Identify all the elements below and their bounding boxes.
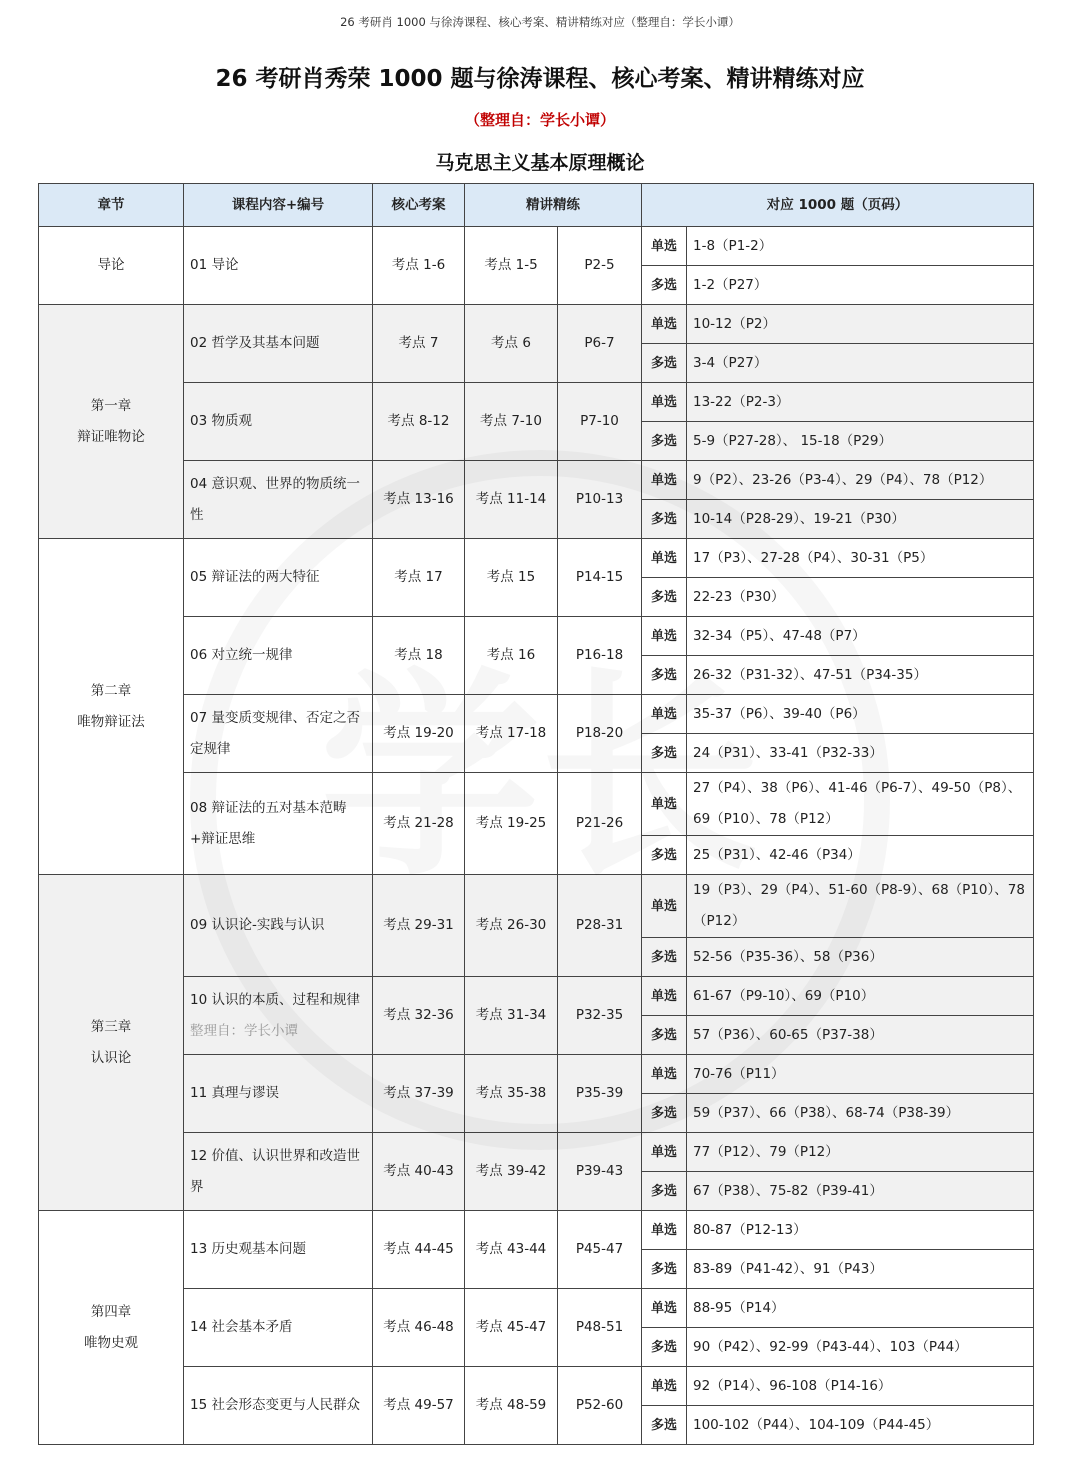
jingjiang-page-cell: P2-5	[558, 227, 642, 305]
course-title: 05 辩证法的两大特征	[190, 569, 320, 585]
table-row	[39, 1211, 1034, 1250]
jingjiang-topic-cell: 考点 26-30	[465, 875, 558, 977]
multi-choice-value: 59（P37）、66（P38）、68-74（P38-39）	[687, 1094, 1034, 1133]
single-choice-label: 单选	[642, 617, 687, 656]
multi-choice-value: 100-102（P44）、104-109（P44-45）	[687, 1406, 1034, 1445]
jingjiang-topic-cell: 考点 11-14	[465, 461, 558, 539]
jingjiang-topic-cell: 考点 7-10	[465, 383, 558, 461]
chapter-cell	[39, 539, 184, 875]
single-choice-value: 92（P14）、96-108（P14-16）	[687, 1367, 1034, 1406]
table-row	[39, 773, 1034, 836]
jingjiang-page-cell: P39-43	[558, 1133, 642, 1211]
course-title: 13 历史观基本问题	[190, 1241, 306, 1257]
course-cell	[184, 1055, 373, 1133]
multi-choice-label: 多选	[642, 836, 687, 875]
multi-choice-value: 52-56（P35-36）、58（P36）	[687, 938, 1034, 977]
table-row	[39, 1367, 1034, 1406]
col-header-kaoan: 核心考案	[373, 184, 465, 227]
jingjiang-topic-cell: 考点 45-47	[465, 1289, 558, 1367]
course-cell	[184, 1211, 373, 1289]
chapter-cell	[39, 305, 184, 539]
course-title: 07 量变质变规律、否定之否定规律	[190, 709, 360, 757]
chapter-name: 第三章	[90, 1018, 132, 1035]
single-choice-value: 17（P3）、27-28（P4）、30-31（P5）	[687, 539, 1034, 578]
kaoan-cell: 考点 17	[373, 539, 465, 617]
single-choice-label: 单选	[642, 539, 687, 578]
jingjiang-topic-cell: 考点 1-5	[465, 227, 558, 305]
course-cell	[184, 875, 373, 977]
single-choice-label: 单选	[642, 305, 687, 344]
chapter-name: 第四章	[90, 1303, 132, 1320]
jingjiang-page-cell: P28-31	[558, 875, 642, 977]
course-note: 整理自：学长小谭	[190, 1022, 298, 1039]
multi-choice-value: 83-89（P41-42）、91（P43）	[687, 1250, 1034, 1289]
multi-choice-label: 多选	[642, 422, 687, 461]
single-choice-value: 1-8（P1-2）	[687, 227, 1034, 266]
kaoan-cell: 考点 46-48	[373, 1289, 465, 1367]
multi-choice-value: 3-4（P27）	[687, 344, 1034, 383]
kaoan-cell: 考点 37-39	[373, 1055, 465, 1133]
chapter-name: 第二章	[90, 682, 132, 699]
course-cell	[184, 1289, 373, 1367]
multi-choice-label: 多选	[642, 1328, 687, 1367]
multi-choice-label: 多选	[642, 938, 687, 977]
single-choice-label: 单选	[642, 1055, 687, 1094]
course-title: 02 哲学及其基本问题	[190, 335, 320, 351]
kaoan-cell: 考点 49-57	[373, 1367, 465, 1445]
table-row	[39, 617, 1034, 656]
table-body	[39, 227, 1034, 1445]
jingjiang-topic-cell: 考点 48-59	[465, 1367, 558, 1445]
kaoan-cell: 考点 13-16	[373, 461, 465, 539]
chapter-subtitle: 辩证唯物论	[77, 428, 145, 445]
table-row	[39, 875, 1034, 938]
chapter-name: 第一章	[90, 397, 132, 414]
course-title: 10 认识的本质、过程和规律	[190, 991, 360, 1008]
multi-choice-label: 多选	[642, 344, 687, 383]
jingjiang-page-cell: P32-35	[558, 977, 642, 1055]
single-choice-value: 61-67（P9-10）、69（P10）	[687, 977, 1034, 1016]
single-choice-value: 88-95（P14）	[687, 1289, 1034, 1328]
jingjiang-topic-cell: 考点 16	[465, 617, 558, 695]
course-cell	[184, 383, 373, 461]
course-title: 06 对立统一规律	[190, 647, 293, 663]
table-row	[39, 539, 1034, 578]
single-choice-label: 单选	[642, 977, 687, 1016]
single-choice-value: 19（P3）、29（P4）、51-60（P8-9）、68（P10）、78（P12）	[687, 875, 1034, 938]
course-title: 04 意识观、世界的物质统一性	[190, 475, 360, 523]
course-cell	[184, 461, 373, 539]
page-title: 26 考研肖秀荣 1000 题与徐涛课程、核心考案、精讲精练对应	[215, 66, 865, 92]
kaoan-cell: 考点 40-43	[373, 1133, 465, 1211]
course-title: 01 导论	[190, 257, 239, 273]
kaoan-cell: 考点 1-6	[373, 227, 465, 305]
jingjiang-page-cell: P7-10	[558, 383, 642, 461]
jingjiang-page-cell: P14-15	[558, 539, 642, 617]
chapter-cell	[39, 227, 184, 305]
single-choice-value: 77（P12）、79（P12）	[687, 1133, 1034, 1172]
col-header-jingjiang: 精讲精练	[465, 184, 642, 227]
course-cell	[184, 227, 373, 305]
jingjiang-page-cell: P52-60	[558, 1367, 642, 1445]
multi-choice-label: 多选	[642, 1406, 687, 1445]
single-choice-label: 单选	[642, 773, 687, 836]
jingjiang-page-cell: P35-39	[558, 1055, 642, 1133]
mapping-table	[38, 183, 1034, 1445]
col-header-course: 课程内容+编号	[184, 184, 373, 227]
multi-choice-label: 多选	[642, 500, 687, 539]
single-choice-value: 70-76（P11）	[687, 1055, 1034, 1094]
course-title: 11 真理与谬误	[190, 1085, 279, 1101]
course-cell	[184, 695, 373, 773]
multi-choice-value: 25（P31）、42-46（P34）	[687, 836, 1034, 875]
multi-choice-value: 90（P42）、92-99（P43-44）、103（P44）	[687, 1328, 1034, 1367]
course-cell	[184, 305, 373, 383]
col-header-chapter: 章节	[39, 184, 184, 227]
page-header-line: 26 考研肖 1000 与徐涛课程、核心考案、精讲精练对应（整理自：学长小谭）	[340, 15, 740, 29]
col-header-1000: 对应 1000 题（页码）	[642, 184, 1034, 227]
single-choice-value: 32-34（P5）、47-48（P7）	[687, 617, 1034, 656]
table-row	[39, 1289, 1034, 1328]
section-title: 马克思主义基本原理概论	[435, 152, 645, 174]
table-row	[39, 305, 1034, 344]
table-row	[39, 695, 1034, 734]
course-title: 03 物质观	[190, 413, 252, 429]
single-choice-value: 80-87（P12-13）	[687, 1211, 1034, 1250]
multi-choice-label: 多选	[642, 578, 687, 617]
chapter-subtitle: 唯物辩证法	[77, 713, 145, 730]
multi-choice-label: 多选	[642, 1094, 687, 1133]
course-title: 12 价值、认识世界和改造世界	[190, 1147, 360, 1195]
jingjiang-page-cell: P45-47	[558, 1211, 642, 1289]
kaoan-cell: 考点 7	[373, 305, 465, 383]
kaoan-cell: 考点 44-45	[373, 1211, 465, 1289]
single-choice-value: 27（P4）、38（P6）、41-46（P6-7）、49-50（P8）、69（P10）、78（P12）	[687, 773, 1034, 836]
single-choice-label: 单选	[642, 1289, 687, 1328]
course-cell	[184, 1133, 373, 1211]
course-title: 09 认识论-实践与认识	[190, 917, 325, 933]
jingjiang-page-cell: P21-26	[558, 773, 642, 875]
jingjiang-page-cell: P48-51	[558, 1289, 642, 1367]
multi-choice-label: 多选	[642, 1016, 687, 1055]
table-row	[39, 227, 1034, 266]
single-choice-value: 10-12（P2）	[687, 305, 1034, 344]
table-row	[39, 977, 1034, 1016]
multi-choice-value: 24（P31）、33-41（P32-33）	[687, 734, 1034, 773]
jingjiang-topic-cell: 考点 39-42	[465, 1133, 558, 1211]
multi-choice-label: 多选	[642, 734, 687, 773]
jingjiang-page-cell: P6-7	[558, 305, 642, 383]
course-cell	[184, 617, 373, 695]
table-row	[39, 1133, 1034, 1172]
course-title: 15 社会形态变更与人民群众	[190, 1397, 360, 1413]
multi-choice-label: 多选	[642, 1172, 687, 1211]
table-header-row	[39, 184, 1034, 227]
jingjiang-page-cell: P18-20	[558, 695, 642, 773]
kaoan-cell: 考点 19-20	[373, 695, 465, 773]
chapter-cell	[39, 875, 184, 1211]
single-choice-label: 单选	[642, 1367, 687, 1406]
single-choice-label: 单选	[642, 1133, 687, 1172]
jingjiang-topic-cell: 考点 19-25	[465, 773, 558, 875]
course-cell	[184, 1367, 373, 1445]
multi-choice-value: 10-14（P28-29）、19-21（P30）	[687, 500, 1034, 539]
multi-choice-value: 67（P38）、75-82（P39-41）	[687, 1172, 1034, 1211]
multi-choice-label: 多选	[642, 1250, 687, 1289]
table-row	[39, 383, 1034, 422]
chapter-name: 导论	[97, 257, 125, 273]
course-title: 08 辩证法的五对基本范畴+辩证思维	[190, 799, 347, 847]
single-choice-label: 单选	[642, 383, 687, 422]
single-choice-label: 单选	[642, 1211, 687, 1250]
chapter-subtitle: 唯物史观	[84, 1334, 138, 1351]
single-choice-value: 35-37（P6）、39-40（P6）	[687, 695, 1034, 734]
single-choice-value: 13-22（P2-3）	[687, 383, 1034, 422]
jingjiang-topic-cell: 考点 31-34	[465, 977, 558, 1055]
multi-choice-value: 57（P36）、60-65（P37-38）	[687, 1016, 1034, 1055]
jingjiang-topic-cell: 考点 35-38	[465, 1055, 558, 1133]
chapter-cell	[39, 1211, 184, 1445]
multi-choice-value: 5-9（P27-28）、 15-18（P29）	[687, 422, 1034, 461]
chapter-subtitle: 认识论	[90, 1049, 132, 1066]
jingjiang-topic-cell: 考点 15	[465, 539, 558, 617]
course-cell	[184, 977, 373, 1055]
course-cell	[184, 773, 373, 875]
multi-choice-value: 1-2（P27）	[687, 266, 1034, 305]
kaoan-cell: 考点 18	[373, 617, 465, 695]
kaoan-cell: 考点 32-36	[373, 977, 465, 1055]
jingjiang-page-cell: P10-13	[558, 461, 642, 539]
multi-choice-value: 26-32（P31-32）、47-51（P34-35）	[687, 656, 1034, 695]
course-title: 14 社会基本矛盾	[190, 1319, 293, 1335]
single-choice-label: 单选	[642, 227, 687, 266]
table-row	[39, 461, 1034, 500]
course-cell	[184, 539, 373, 617]
single-choice-value: 9（P2）、23-26（P3-4）、29（P4）、78（P12）	[687, 461, 1034, 500]
table-row	[39, 1055, 1034, 1094]
single-choice-label: 单选	[642, 461, 687, 500]
page-subtitle: （整理自：学长小谭）	[464, 111, 615, 129]
kaoan-cell: 考点 29-31	[373, 875, 465, 977]
single-choice-label: 单选	[642, 875, 687, 938]
jingjiang-topic-cell: 考点 6	[465, 305, 558, 383]
kaoan-cell: 考点 8-12	[373, 383, 465, 461]
multi-choice-label: 多选	[642, 266, 687, 305]
jingjiang-page-cell: P16-18	[558, 617, 642, 695]
kaoan-cell: 考点 21-28	[373, 773, 465, 875]
multi-choice-value: 22-23（P30）	[687, 578, 1034, 617]
multi-choice-label: 多选	[642, 656, 687, 695]
jingjiang-topic-cell: 考点 43-44	[465, 1211, 558, 1289]
single-choice-label: 单选	[642, 695, 687, 734]
jingjiang-topic-cell: 考点 17-18	[465, 695, 558, 773]
